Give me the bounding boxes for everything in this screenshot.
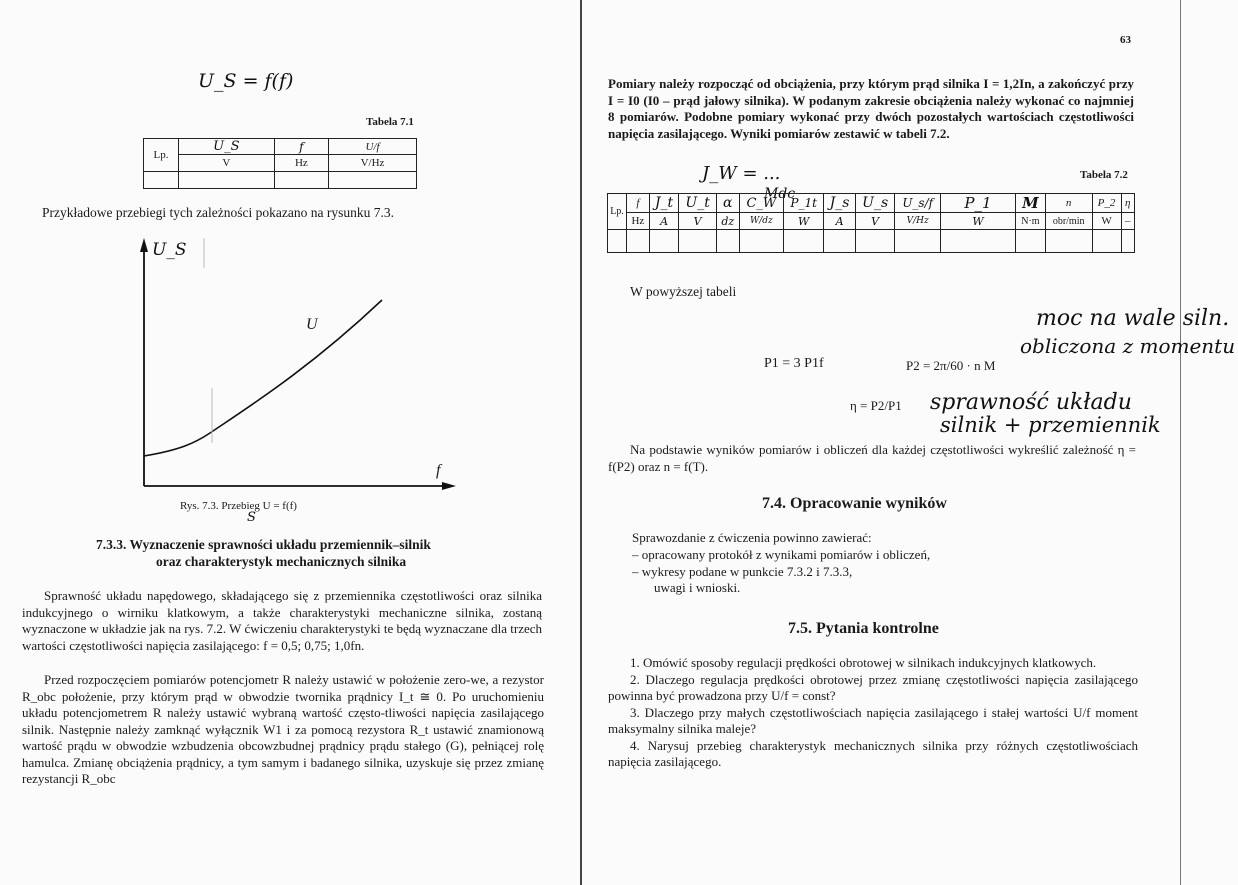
- table71-caption: Tabela 7.1: [366, 116, 414, 128]
- table71-lp: Lp.: [144, 139, 179, 172]
- table71-head: U_S: [179, 139, 275, 155]
- table72-unit: V: [679, 213, 717, 230]
- left-paragraph-1: Sprawność układu napędowego, składającego się z przemiennika częstotliwości oraz silnika indukcyjnego o wirniku klatkowym, a także charakterystyki mechaniczne silnika, zostaną wyznaczone w układzie jak na rys. 7.2. W ćwiczeniu charakterystyki te będą wyznaczane dla trzech wartości częstotliwości napięcia zasilającego: f = 0,5; 0,75; 1,0fn.: [22, 588, 542, 653]
- formula-p2: P2 = 2π/60 · n M: [906, 358, 996, 373]
- figure-7-3: [100, 228, 470, 498]
- note-eta-line1: sprawność układu: [930, 390, 1132, 415]
- table72-unit: obr/min: [1045, 213, 1092, 230]
- table72-head: η: [1121, 194, 1134, 213]
- right-paragraph-1: Pomiary należy rozpocząć od obciążenia, przy którym prąd silnika I = 1,2In, a zakończyć przy I = I0 (I0 – prąd jałowy silnika). W podanym zakresie obciążenia należy wykonać co najmniej 8 pomiarów. Podobne pomiary wykonać przy dwóch pozostałych wartościach częstotliwości napięcia zasilającego. Wyniki pomiarów zestawić w tabeli 7.2.: [608, 76, 1134, 141]
- table72-unit: A: [824, 213, 856, 230]
- report-list: [632, 547, 930, 597]
- table71-unit: Hz: [274, 155, 328, 172]
- table72-head: α: [716, 194, 739, 213]
- question-item: 4. Narysuj przebieg charakterystyk mechanicznych silnika przy różnych częstotliwościach napięcia zasilającego.: [608, 737, 1138, 769]
- formula-eta: η = P2/P1: [850, 398, 902, 413]
- table72-head: n: [1045, 194, 1092, 213]
- figure-caption-sub: S: [247, 510, 256, 525]
- fig-curve-label: U: [306, 316, 318, 333]
- page-number: 63: [1120, 34, 1131, 46]
- table72-unit: W: [784, 213, 824, 230]
- right-paragraph-2: Na podstawie wyników pomiarów i obliczeń dla każdej częstotliwości wykreślić zależność η = f(P2) oraz n = f(T).: [608, 442, 1136, 474]
- questions-list: [608, 655, 1138, 771]
- table72-handwritten-mdc: Mdc: [764, 186, 796, 202]
- table72-unit: V/Hz: [895, 213, 941, 230]
- table72-head: U_s: [855, 194, 895, 213]
- table-7-1: [143, 138, 417, 189]
- table72-unit: W: [941, 213, 1016, 230]
- section-7-4: 7.4. Opracowanie wyników: [762, 495, 947, 512]
- table72-unit: N·m: [1016, 213, 1046, 230]
- table72-head: J_s: [824, 194, 856, 213]
- table71-head: U/f: [329, 139, 417, 155]
- table72-unit: W/dz: [739, 213, 783, 230]
- table71-unit: V: [179, 155, 275, 172]
- left-paragraph-2: Przed rozpoczęciem pomiarów potencjometr R należy ustawić w położenie zero-we, a rezystor R_obc położenie, przy którym prąd w obwodzie twornika prądnicy I_t ≅ 0. Po uruchomieniu układu potencjometrem R należy ustawić wybraną wartość często-tliwości napięcia zasilającego silnik. Następnie należy zamknąć wyłącznik W1 i za pomocą rezystora R_t ustawić znamionową wartość prądu w obwodzie wzbudzenia obcowzbudnej prądnicy prądu stałego (G), pełniącej rolę hamulca. Zmianę obciążenia prądnicy, a tym samym i badanego silnika, uzyskuje się przez zmianę rezystancji R_obc: [22, 672, 544, 786]
- table72-head: J_t: [649, 194, 679, 213]
- note-eta-line2: silnik + przemiennik: [940, 413, 1161, 437]
- table72-head: P_1t: [784, 194, 824, 213]
- note-p2-line2: obliczona z momentu: [1020, 334, 1236, 358]
- fig-y-label: U_S: [152, 240, 187, 260]
- table72-head: M: [1016, 194, 1046, 213]
- figure-caption: Rys. 7.3. Przebieg U = f(f): [180, 500, 297, 512]
- report-item: uwagi i wnioski.: [654, 580, 741, 595]
- below-table-text: W powyższej tabeli: [630, 284, 737, 299]
- page-fold: [580, 0, 582, 885]
- table72-unit: W: [1092, 213, 1121, 230]
- note-p2-line1: moc na wale siln.: [1036, 306, 1230, 331]
- y-axis-arrow: [140, 238, 148, 252]
- section-title-1: 7.3.3. Wyznaczenie sprawności układu przemiennik–silnik: [96, 537, 431, 552]
- table72-head: P_1: [941, 194, 1016, 213]
- page-edge: [1180, 0, 1181, 885]
- table72-unit: Hz: [627, 213, 650, 230]
- table71-head: f: [274, 139, 328, 155]
- heading-formula: U_S = f(f): [198, 70, 294, 92]
- report-item: – wykresy podane w punkcie 7.3.2 i 7.3.3,: [632, 563, 853, 579]
- curve-u: [144, 300, 382, 456]
- fig-x-label: f: [436, 462, 441, 479]
- table72-head: f: [627, 194, 650, 213]
- table72-head: U_s/f: [895, 194, 941, 213]
- report-intro: Sprawozdanie z ćwiczenia powinno zawierać:: [632, 530, 872, 545]
- table72-head: U_t: [679, 194, 717, 213]
- formula-p1: P1 = 3 P1f: [764, 356, 824, 371]
- table72-unit: A: [649, 213, 679, 230]
- section-7-5: 7.5. Pytania kontrolne: [788, 620, 939, 637]
- table72-unit: –: [1121, 213, 1134, 230]
- x-axis-arrow: [442, 482, 456, 490]
- table72-lp: Lp.: [608, 194, 627, 230]
- sample-text: Przykładowe przebiegi tych zależności pokazano na rysunku 7.3.: [42, 205, 395, 220]
- section-title-2: oraz charakterystyk mechanicznych silnika: [156, 554, 407, 569]
- table72-head: P_2: [1092, 194, 1121, 213]
- table-7-2: [607, 193, 1135, 253]
- question-item: 3. Dlaczego przy małych częstotliwościach napięcia zasilającego i stałej wartości U/f moment maksymalny silnika maleje?: [608, 704, 1138, 736]
- table72-handwritten-jw: J_W = ...: [702, 163, 781, 184]
- question-item: 2. Dlaczego regulacja prędkości obrotowej przez zmianę częstotliwości napięcia zasilającego powinna być prowadzona przy U/f = const?: [608, 671, 1138, 703]
- report-item: – opracowany protokół z wynikami pomiarów i obliczeń,: [632, 547, 931, 562]
- table72-unit: dz: [716, 213, 739, 230]
- question-item: 1. Omówić sposoby regulacji prędkości obrotowej w silnikach indukcyjnych klatkowych.: [630, 655, 1097, 670]
- table71-unit: V/Hz: [329, 155, 417, 172]
- table72-caption: Tabela 7.2: [1080, 169, 1128, 181]
- table72-unit: V: [855, 213, 895, 230]
- table72-head: C_W: [739, 194, 783, 213]
